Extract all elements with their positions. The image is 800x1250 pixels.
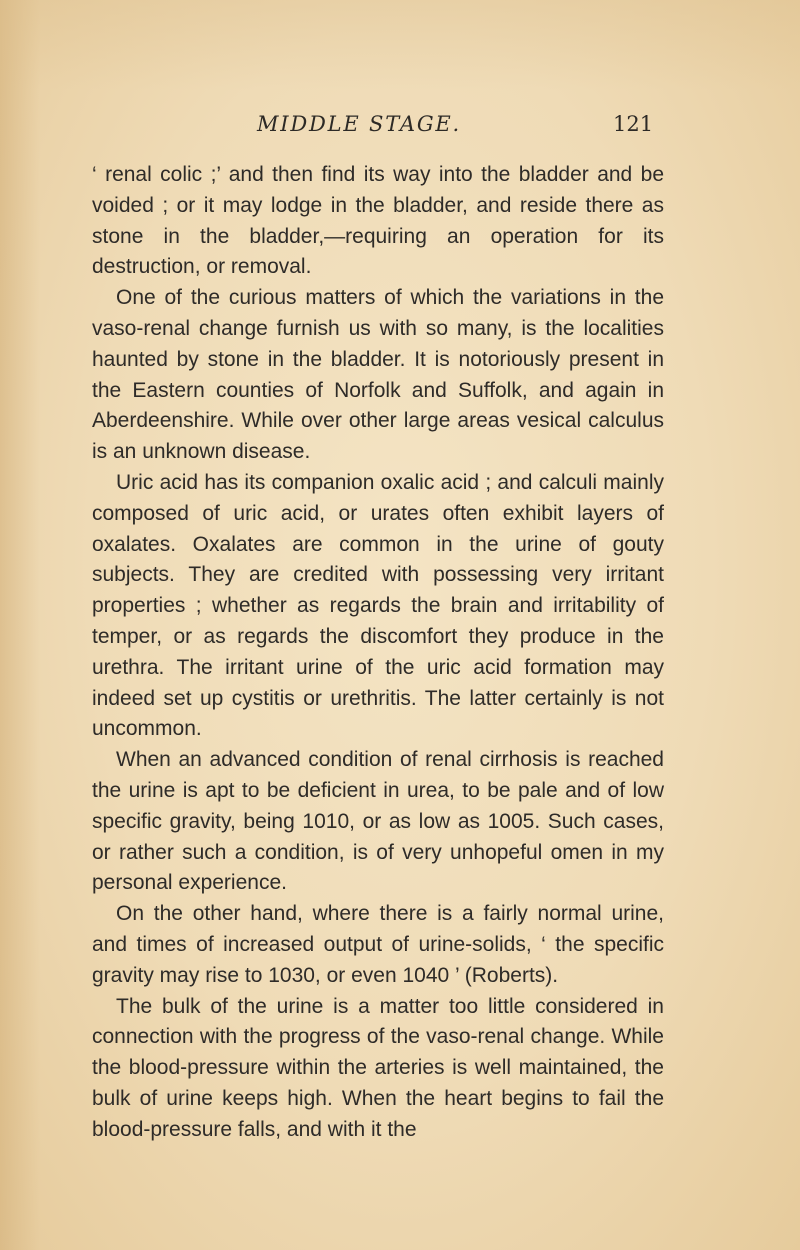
paragraph: The bulk of the urine is a matter too little considered in connection with the progress of the vaso-renal change. While the blood-pressure within the arteries is well maintained, the bulk of urine keeps high. When the heart begins to fail the blood-pressure falls, and with it the — [92, 994, 664, 1141]
page-header — [257, 112, 657, 142]
paragraph: When an advanced condition of renal cirrhosis is reached the urine is apt to be deficient in urea, to be pale and of low specific gravity, being 1010, or as low as 1005. Such cases, or rather such a condition, is of very unhopeful omen in my personal experience. — [92, 748, 664, 895]
body-text — [92, 160, 664, 1146]
running-head: MIDDLE STAGE. — [257, 112, 462, 136]
paragraph: On the other hand, where there is a fairly normal urine, and times of increased output of urine-solids, ‘ the specific gravity may rise to 1030, or even 1040 ’ (Roberts). — [92, 902, 664, 987]
page-top-shading — [0, 0, 800, 90]
paragraph: Uric acid has its companion oxalic acid ; and calculi mainly composed of uric acid, or urates often exhibit layers of oxalates. Oxalates are common in the urine of gouty subjects. They are credited with possessing very irritant properties ; whether as regards the brain and irritability of temper, or as regards the discomfort they produce in the urethra. The irritant urine of the uric acid formation may indeed set up cystitis or urethritis. The latter certainly is not uncommon. — [92, 470, 664, 741]
page-number: 121 — [613, 112, 654, 136]
paragraph: ‘ renal colic ;’ and then find its way into the bladder and be voided ; or it may lodge in the bladder, and reside there as stone in the bladder,—requiring an operation for its destruction, or removal. — [92, 163, 664, 279]
page-edge-shading — [0, 0, 40, 1250]
paragraph: One of the curious matters of which the variations in the vaso-renal change furnish us with so many, is the localities haunted by stone in the bladder. It is notoriously present in the Eastern counties of Norfolk and Suffolk, and again in Aberdeenshire. While over other large areas vesical calculus is an unknown disease. — [92, 286, 664, 464]
